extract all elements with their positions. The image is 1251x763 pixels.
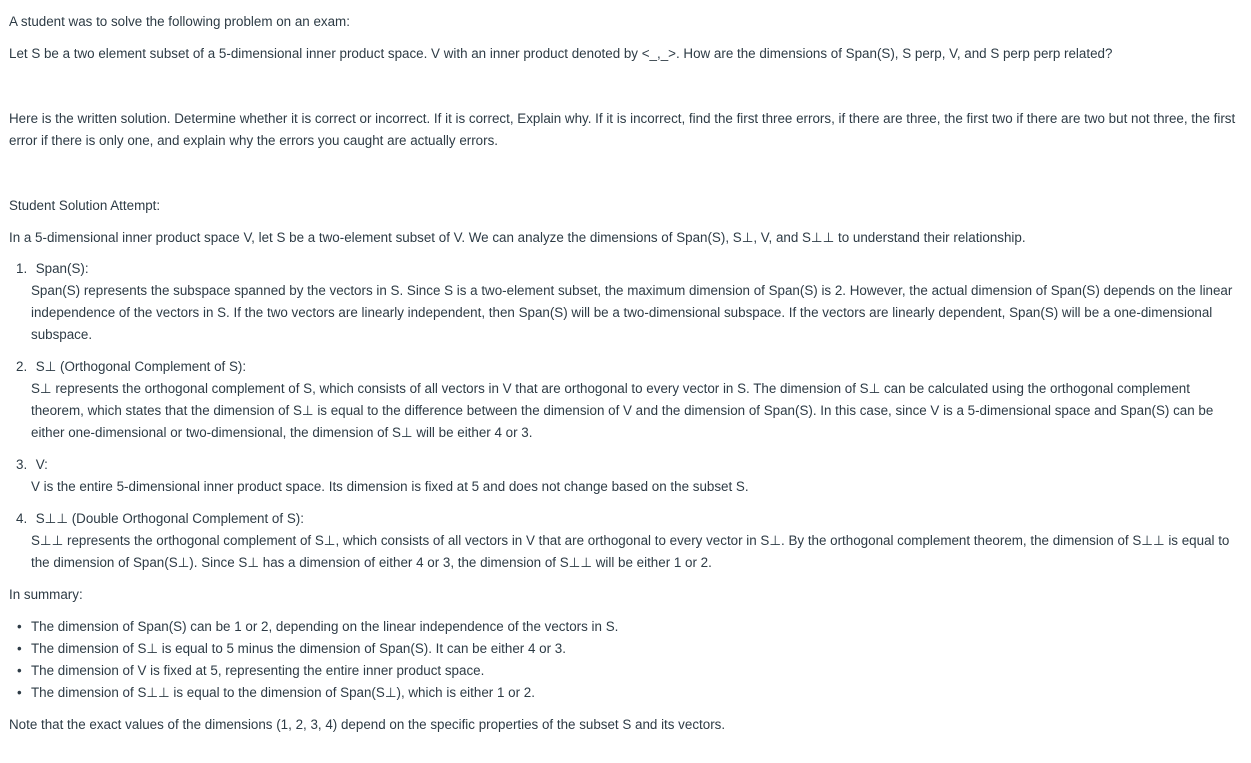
step-number: 1. xyxy=(16,261,28,276)
step-title: V: xyxy=(35,457,48,472)
attempt-intro: In a 5-dimensional inner product space V, let S be a two-element subset of V. We can analyze the dimensions of Span(S), S⊥, V, and S⊥⊥ to understand their relationship. xyxy=(9,230,1026,245)
intro-text: A student was to solve the following problem on an exam: xyxy=(9,14,350,29)
summary-item: • The dimension of S⊥ is equal to 5 minus the dimension of Span(S). It can be either 4 or 3. xyxy=(31,638,1242,660)
step-number: 4. xyxy=(16,511,28,526)
summary-item: • The dimension of Span(S) can be 1 or 2, depending on the linear independence of the vectors in S. xyxy=(31,616,1242,638)
step-body: Span(S) represents the subspace spanned by the vectors in S. Since S is a two-element subset, the maximum dimension of Span(S) is 2. However, the actual dimension of Span(S) depends on the linear independence of the vectors in S. If the two vectors are linearly independent, then Span(S) will be a two-dimensional subspace. If the vectors are linearly dependent, Span(S) will be a one-dimensional subspace. xyxy=(31,283,1233,342)
step-title: S⊥ (Orthogonal Complement of S): xyxy=(35,359,247,374)
step-item xyxy=(16,258,1242,346)
solution-steps xyxy=(9,258,1242,574)
step-item xyxy=(16,454,1242,498)
summary-label: In summary: xyxy=(9,587,83,602)
summary-list xyxy=(9,616,1242,704)
step-number: 2. xyxy=(16,359,28,374)
step-title: Span(S): xyxy=(35,261,89,276)
step-item xyxy=(16,356,1242,444)
closing-note: Note that the exact values of the dimensions (1, 2, 3, 4) depend on the specific properties of the subset S and its vectors. xyxy=(9,717,726,732)
step-number: 3. xyxy=(16,457,28,472)
step-title: S⊥⊥ (Double Orthogonal Complement of S): xyxy=(35,511,304,526)
step-body: S⊥⊥ represents the orthogonal complement of S⊥, which consists of all vectors in V that are orthogonal to every vector in S⊥. By the orthogonal complement theorem, the dimension of S⊥⊥ is equal to the dimension of Span(S⊥). Since S⊥ has a dimension of either 4 or 3, the dimension of S⊥⊥ will be either 1 or 2. xyxy=(31,533,1230,570)
summary-item: • The dimension of V is fixed at 5, representing the entire inner product space. xyxy=(31,660,1242,682)
problem-statement: Let S be a two element subset of a 5-dimensional inner product space. V with an inner product denoted by <_,_>. How are the dimensions of Span(S), S perp, V, and S perp perp related? xyxy=(9,46,1113,61)
summary-item: • The dimension of S⊥⊥ is equal to the dimension of Span(S⊥), which is either 1 or 2. xyxy=(31,682,1242,704)
attempt-label: Student Solution Attempt: xyxy=(9,198,161,213)
step-body: S⊥ represents the orthogonal complement of S, which consists of all vectors in V that are orthogonal to every vector in S. The dimension of S⊥ can be calculated using the orthogonal complement theorem, which states that the dimension of S⊥ is equal to the difference between the dimension of V and the dimension of Span(S). In this case, since V is a 5-dimensional space and Span(S) can be either one-dimensional or two-dimensional, the dimension of S⊥ will be either 4 or 3. xyxy=(31,381,1214,440)
step-body: V is the entire 5-dimensional inner product space. Its dimension is fixed at 5 and does not change based on the subset S. xyxy=(31,479,749,494)
instructions-text: Here is the written solution. Determine whether it is correct or incorrect. If it is correct, Explain why. If it is incorrect, find the first three errors, if there are three, the first two if there are two but not three, the first error if there is only one, and explain why the errors you caught are actually errors. xyxy=(9,111,1236,148)
step-item xyxy=(16,508,1242,574)
